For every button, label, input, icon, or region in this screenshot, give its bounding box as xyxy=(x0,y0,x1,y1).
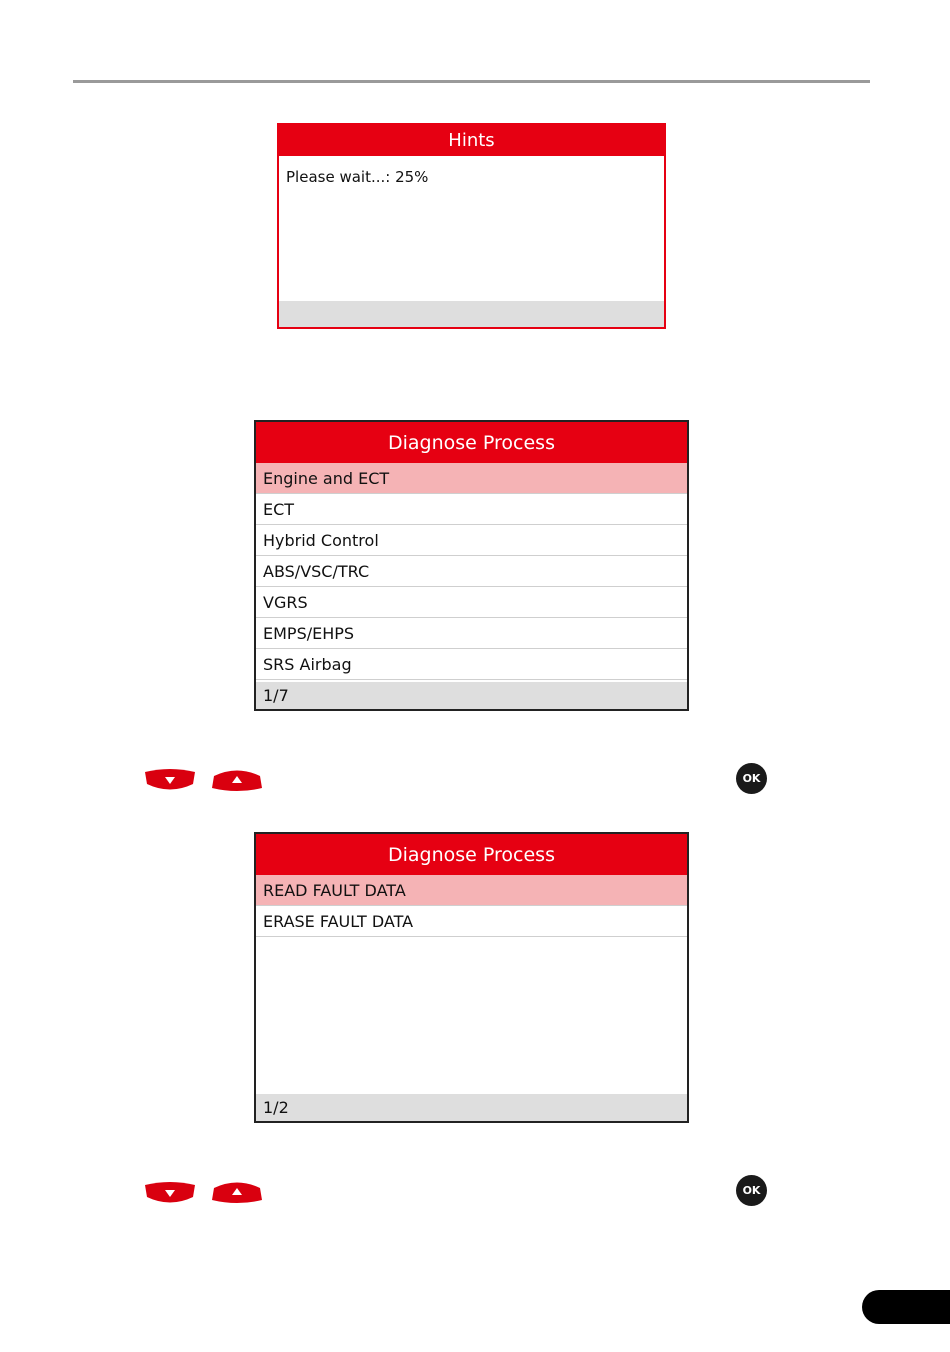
menu-item-ect[interactable]: ECT xyxy=(256,494,687,525)
diagnose-process-menu-1 xyxy=(254,420,689,711)
page-number-tab xyxy=(862,1290,950,1324)
menu-item-srs-airbag[interactable]: SRS Airbag xyxy=(256,649,687,680)
menu-item-abs-vsc-trc[interactable]: ABS/VSC/TRC xyxy=(256,556,687,587)
hints-message: Please wait...: 25% xyxy=(286,168,429,186)
menu-item-engine-and-ect[interactable]: Engine and ECT xyxy=(256,463,687,494)
down-arrow-key-icon[interactable] xyxy=(144,768,196,792)
header-rule xyxy=(73,80,870,83)
menu-item-emps-ehps[interactable]: EMPS/EHPS xyxy=(256,618,687,649)
menu-title: Diagnose Process xyxy=(256,834,687,875)
down-arrow-key-icon[interactable] xyxy=(144,1181,196,1205)
diagnose-process-menu-2 xyxy=(254,832,689,1123)
page-indicator: 1/7 xyxy=(256,682,687,709)
menu-title: Diagnose Process xyxy=(256,422,687,463)
ok-key-icon[interactable]: OK xyxy=(736,763,767,794)
menu-item-read-fault-data[interactable]: READ FAULT DATA xyxy=(256,875,687,906)
hints-dialog xyxy=(277,123,666,329)
up-arrow-key-icon[interactable] xyxy=(211,1180,263,1204)
hints-footer xyxy=(279,301,664,327)
page-indicator: 1/2 xyxy=(256,1094,687,1121)
ok-key-icon[interactable]: OK xyxy=(736,1175,767,1206)
menu-item-erase-fault-data[interactable]: ERASE FAULT DATA xyxy=(256,906,687,937)
up-arrow-key-icon[interactable] xyxy=(211,768,263,792)
hints-title: Hints xyxy=(279,125,664,156)
menu-item-vgrs[interactable]: VGRS xyxy=(256,587,687,618)
menu-item-hybrid-control[interactable]: Hybrid Control xyxy=(256,525,687,556)
